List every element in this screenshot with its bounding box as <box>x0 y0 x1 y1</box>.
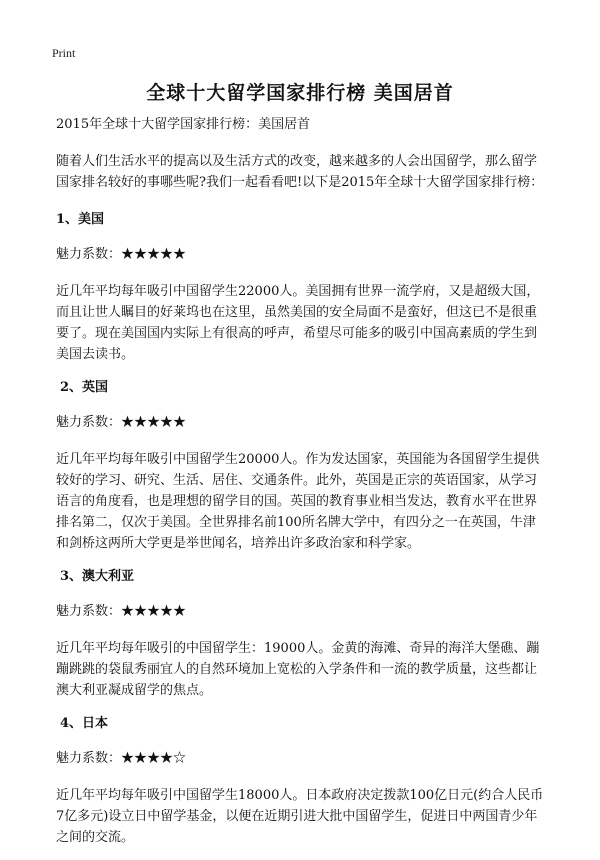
rating-text: 魅力系数：★★★★★ <box>56 247 187 262</box>
section-paragraph: 近几年平均每年吸引的中国留学生：19000人。金黄的海滩、奇异的海洋大堡礁、蹦蹦跳跳的袋鼠秀丽宜人的自然环境加上宽松的入学条件和一流的教学质量，这些都让澳大利亚凝成留学的焦点。 <box>56 641 540 698</box>
article-body <box>56 114 546 860</box>
print-link[interactable]: Print <box>52 46 76 60</box>
section-uk <box>56 377 546 554</box>
rating-text: 魅力系数：★★★★★ <box>56 604 187 619</box>
section-heading: 2、英国 <box>60 380 109 395</box>
section-australia <box>56 566 546 701</box>
section-paragraph: 近几年平均每年吸引中国留学生18000人。日本政府决定拨款100亿日元(约合人民币7亿多元)设立日中留学基金，以便在近期引进大批中国留学生，促进日中两国青少年之间的交流。 <box>56 788 544 845</box>
page-title: 全球十大留学国家排行榜 美国居首 <box>146 82 454 104</box>
rating-text: 魅力系数：★★★★☆ <box>56 751 187 766</box>
subtitle: 2015年全球十大留学国家排行榜：美国居首 <box>56 117 311 132</box>
section-heading: 1、美国 <box>56 212 105 227</box>
rating-text: 魅力系数：★★★★★ <box>56 415 187 430</box>
section-usa <box>56 209 546 365</box>
section-paragraph: 近几年平均每年吸引中国留学生20000人。作为发达国家，英国能为各国留学生提供较好的学习、研究、生活、居住、交通条件。此外，英国是正宗的英语国家，从学习语言的角度看，也是理想的留学目的国。英国的教育事业相当发达，教育水平在世界排名第二，仅次于美国。全世界排名前100所名牌大学中，有四分之一在英国，牛津和剑桥这两所大学更是举世闻名，培养出许多政治家和科学家。 <box>56 452 540 551</box>
section-heading: 3、澳大利亚 <box>60 569 135 584</box>
section-paragraph: 近几年平均每年吸引中国留学生22000人。美国拥有世界一流学府，又是超级大国，而且让世人瞩目的好莱坞也在这里，虽然美国的安全局面不是蛮好，但这已不是很重要了。现在美国国内实际上有很高的呼声，希望尽可能多的吸引中国高素质的学生到美国去读书。 <box>56 284 540 362</box>
intro-paragraph: 随着人们生活水平的提高以及生活方式的改变，越来越多的人会出国留学，那么留学国家排名较好的事哪些呢?我们一起看看吧!以下是2015年全球十大留学国家排行榜： <box>56 154 544 190</box>
section-heading: 4、日本 <box>60 716 109 731</box>
